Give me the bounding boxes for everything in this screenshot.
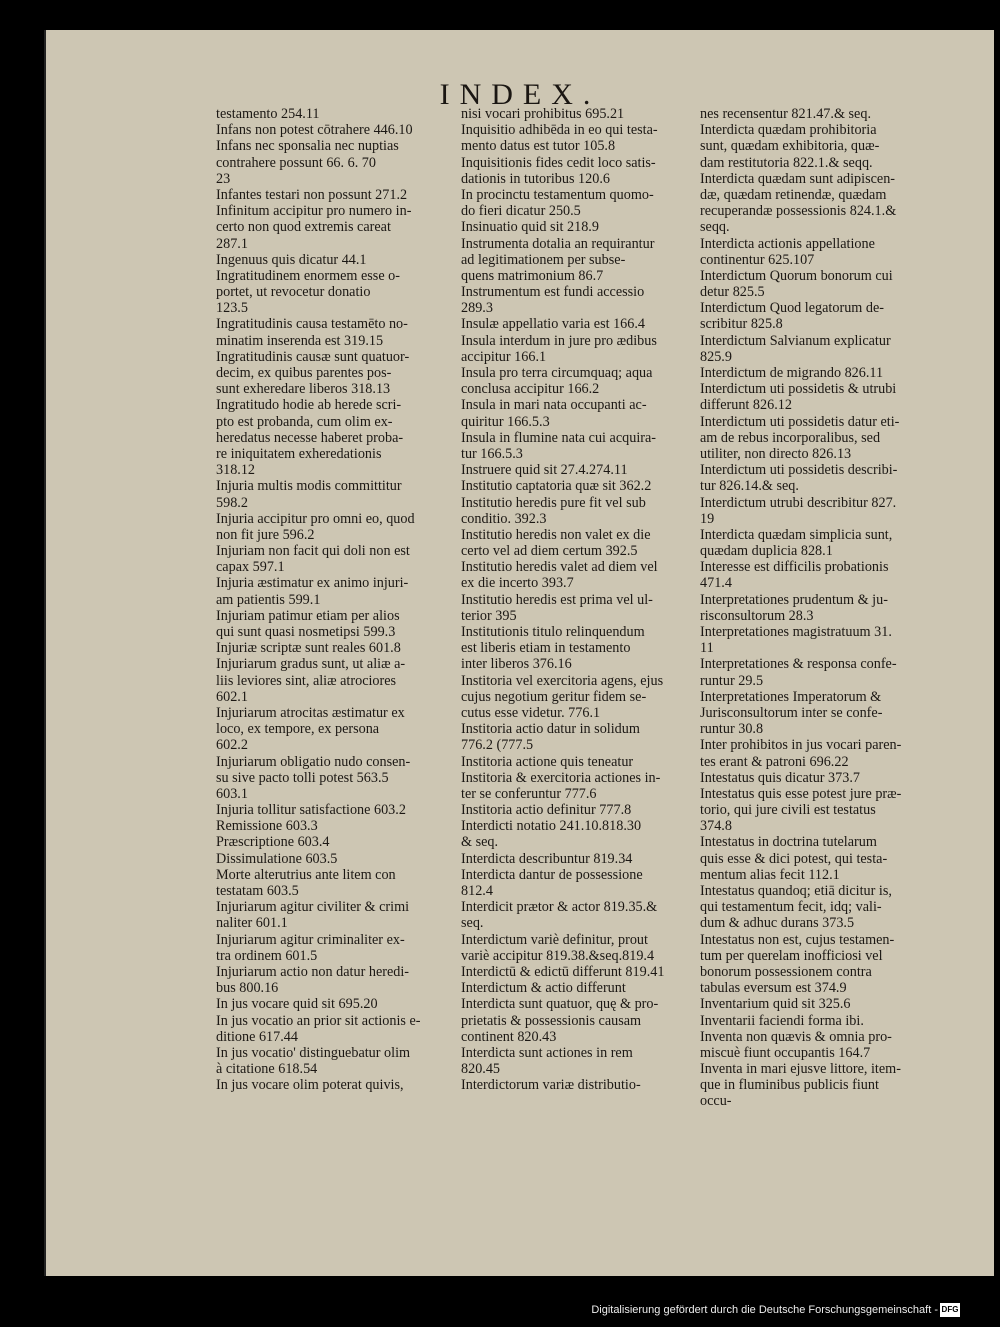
index-line: Inter prohibitos in jus vocari paren- bbox=[700, 737, 902, 754]
index-line: torio, qui jure civili est testatus bbox=[700, 802, 876, 819]
index-line: quædam duplicia 828.1 bbox=[700, 543, 833, 560]
index-line: Morte alterutrius ante litem con bbox=[216, 866, 396, 883]
index-column-3 bbox=[700, 106, 938, 1110]
index-line: qui sunt quasi nosmetipsi 599.3 bbox=[216, 624, 396, 640]
index-line: dam restitutoria 822.1.& seqq. bbox=[700, 154, 873, 171]
index-line: Instrumentum est fundi accessio bbox=[461, 284, 645, 301]
index-line: 11 bbox=[700, 640, 714, 657]
index-line: prietatis & possessionis causam bbox=[461, 1012, 642, 1029]
index-line: Injuria multis modis committitur bbox=[216, 478, 402, 495]
index-line: inter liberos 376.16 bbox=[461, 656, 572, 673]
index-line: am patientis 599.1 bbox=[216, 591, 321, 608]
index-line: runtur 30.8 bbox=[700, 721, 764, 738]
index-line: quis esse & dici potest, qui testa- bbox=[700, 850, 888, 867]
index-line: Interdicta dantur de possessione bbox=[461, 866, 643, 883]
index-line: Jurisconsultorum inter se confe- bbox=[700, 704, 883, 721]
index-line: Interdicta quædam simplicia sunt, bbox=[700, 526, 893, 543]
index-line: Injuriarum agitur civiliter & crimi bbox=[216, 899, 410, 916]
index-line: Dissimulatione 603.5 bbox=[216, 850, 338, 867]
index-line: testamento 254.11 bbox=[216, 106, 320, 122]
index-line: à citatione 618.54 bbox=[216, 1061, 318, 1078]
index-line: Interdictum Quod legatorum de- bbox=[700, 300, 884, 317]
index-line: Insinuatio quid sit 218.9 bbox=[461, 219, 599, 236]
index-line: Inquisitionis fides cedit loco satis- bbox=[461, 154, 656, 171]
index-line: tum per querelam inofficiosi vel bbox=[700, 947, 883, 964]
index-line: Intestatus quandoq; etiā dicitur is, bbox=[700, 883, 892, 899]
index-line: 374.8 bbox=[700, 818, 732, 835]
index-line: Interdictum de migrando 826.11 bbox=[700, 365, 884, 381]
index-line: In jus vocatio' distinguebatur olim bbox=[216, 1044, 411, 1061]
index-line: seq. bbox=[461, 915, 484, 932]
index-line: Interdictum uti possidetis describi- bbox=[700, 462, 898, 479]
index-line: Infinitum accipitur pro numero in- bbox=[216, 203, 412, 220]
index-line: Injuriam patimur etiam per alios bbox=[216, 607, 400, 624]
index-line: ad legitimationem per subse- bbox=[461, 251, 626, 268]
index-line: Infans nec sponsalia nec nuptias bbox=[216, 138, 399, 155]
index-line: Interdictum Quorum bonorum cui bbox=[700, 267, 893, 284]
index-line: Intestatus non est, cujus testamen- bbox=[700, 931, 895, 948]
index-line: 602.2 bbox=[216, 737, 248, 754]
index-line: Instruere quid sit 27.4.274.11 bbox=[461, 462, 628, 479]
index-line: Inventarii faciendi forma ibi. bbox=[700, 1012, 864, 1029]
index-line: capax 597.1 bbox=[216, 559, 285, 576]
scanned-page bbox=[44, 30, 994, 1276]
index-line: Infantes testari non possunt 271.2 bbox=[216, 186, 408, 203]
index-line: heredatus necesse haberet proba- bbox=[216, 429, 404, 446]
index-line: 812.4 bbox=[461, 883, 493, 899]
index-line: Interdicta sunt actiones in rem bbox=[461, 1044, 633, 1061]
index-line: In jus vocatio an prior sit actionis e- bbox=[216, 1012, 421, 1029]
index-line: seqq. bbox=[700, 219, 730, 236]
index-line: Intestatus quis dicatur 373.7 bbox=[700, 769, 860, 786]
index-line: Injuriam non facit qui doli non est bbox=[216, 543, 410, 560]
index-line: continent 820.43 bbox=[461, 1028, 557, 1045]
index-line: qui testamentum fecit, idq; vali- bbox=[700, 899, 882, 916]
index-line: Institoria vel exercitoria agens, ejus bbox=[461, 672, 664, 689]
index-line: Injuria æstimatur ex animo injuri- bbox=[216, 575, 409, 592]
index-line: portet, ut revocetur donatio bbox=[216, 284, 371, 301]
index-line: Interdicti notatio 241.10.818.30 bbox=[461, 818, 642, 835]
index-line: dum & adhuc durans 373.5 bbox=[700, 915, 855, 932]
index-line: Inventa non quævis & omnia pro- bbox=[700, 1028, 892, 1045]
index-line: tabulas eversum est 374.9 bbox=[700, 980, 847, 997]
index-line: accipitur 166.1 bbox=[461, 348, 547, 365]
index-line: Injuria tollitur satisfactione 603.2 bbox=[216, 802, 406, 819]
index-line: Ingratitudinem enormem esse o- bbox=[216, 267, 400, 284]
index-line: Injuriarum agitur criminaliter ex- bbox=[216, 931, 405, 948]
index-line: testatam 603.5 bbox=[216, 883, 299, 899]
index-line: 825.9 bbox=[700, 348, 732, 365]
dfg-logo: DFG bbox=[940, 1303, 960, 1317]
index-line: 602.1 bbox=[216, 688, 248, 705]
index-line: ditione 617.44 bbox=[216, 1028, 298, 1045]
index-line: decim, ex quibus parentes pos- bbox=[216, 365, 392, 381]
index-line: conditio. 392.3 bbox=[461, 510, 547, 527]
index-line: Institutio captatoria quæ sit 362.2 bbox=[461, 478, 652, 495]
index-line: dationis in tutoribus 120.6 bbox=[461, 170, 610, 187]
index-line: recuperandæ possessionis 824.1.& bbox=[700, 203, 897, 220]
index-line: terior 395 bbox=[461, 607, 517, 624]
index-line: Ingratitudinis causa testamēto no- bbox=[216, 316, 408, 333]
index-line: 603.1 bbox=[216, 785, 248, 802]
index-line: Institutio heredis valet ad diem vel bbox=[461, 559, 658, 576]
index-line: tur 826.14.& seq. bbox=[700, 478, 799, 495]
index-line: Inventa in mari ejusve littore, item- bbox=[700, 1061, 901, 1078]
index-line: Interdicit prætor & actor 819.35.& bbox=[461, 899, 658, 916]
index-line: certo non quod extremis careat bbox=[216, 219, 391, 236]
index-line: pto est probanda, cum olim ex- bbox=[216, 413, 393, 430]
index-line: 19 bbox=[700, 510, 715, 527]
index-line: quens matrimonium 86.7 bbox=[461, 267, 604, 284]
index-line: am de rebus incorporalibus, sed bbox=[700, 429, 881, 446]
index-line: 287.1 bbox=[216, 235, 248, 252]
index-column-1 bbox=[216, 106, 456, 1093]
digitization-credit: Digitalisierung gefördert durch die Deutsche Forschungsgemeinschaft - bbox=[591, 1304, 938, 1316]
index-line: 471.4 bbox=[700, 575, 732, 592]
index-line: bonorum possessionem contra bbox=[700, 963, 872, 980]
index-line: nes recensentur 821.47.& seq. bbox=[700, 106, 871, 122]
index-line: In jus vocare quid sit 695.20 bbox=[216, 996, 378, 1013]
index-line: nisi vocari prohibitus 695.21 bbox=[461, 106, 625, 122]
index-column-2 bbox=[461, 106, 696, 1093]
index-line: sunt exheredare liberos 318.13 bbox=[216, 381, 391, 398]
index-line: Injuriarum atrocitas æstimatur ex bbox=[216, 704, 405, 721]
index-line: minatim inserenda est 319.15 bbox=[216, 332, 384, 349]
index-line: naliter 601.1 bbox=[216, 915, 288, 932]
index-line: 776.2 (777.5 bbox=[461, 737, 534, 754]
index-line: Insula in mari nata occupanti ac- bbox=[461, 397, 647, 414]
index-line: Institutionis titulo relinquendum bbox=[461, 624, 645, 640]
index-line: 820.45 bbox=[461, 1061, 501, 1078]
index-line: variè accipitur 819.38.&seq.819.4 bbox=[461, 947, 655, 964]
index-line: Interdictum Salvianum explicatur bbox=[700, 332, 891, 349]
index-line: & seq. bbox=[461, 834, 499, 851]
index-line: differunt 826.12 bbox=[700, 397, 792, 414]
index-line: risconsultorum 28.3 bbox=[700, 607, 814, 624]
index-line: Interdictum uti possidetis datur eti- bbox=[700, 413, 900, 430]
index-line: Ingratitudo hodie ab herede scri- bbox=[216, 397, 402, 414]
index-line: dæ, quædam retinendæ, quædam bbox=[700, 186, 887, 203]
index-line: In jus vocare olim poterat quivis, bbox=[216, 1077, 404, 1094]
index-line: conclusa accipitur 166.2 bbox=[461, 381, 600, 398]
index-line: Remissione 603.3 bbox=[216, 818, 318, 835]
index-line: cutus esse videtur. 776.1 bbox=[461, 704, 601, 721]
index-line: Institutio heredis est prima vel ul- bbox=[461, 591, 653, 608]
index-line: liis leviores sint, aliæ atrociores bbox=[216, 672, 397, 689]
index-line: mentum alias fecit 112.1 bbox=[700, 866, 840, 883]
index-line: Institutio heredis non valet ex die bbox=[461, 526, 651, 543]
index-line: runtur 29.5 bbox=[700, 672, 764, 689]
index-line: scribitur 825.8 bbox=[700, 316, 783, 333]
index-line: Injuriarum gradus sunt, ut aliæ a- bbox=[216, 656, 406, 673]
index-line: Institoria actio datur in solidum bbox=[461, 721, 640, 738]
index-line: ex die incerto 393.7 bbox=[461, 575, 574, 592]
index-line: Interdicta quædam prohibitoria bbox=[700, 122, 877, 139]
index-line: Inquisitio adhibēda in eo qui testa- bbox=[461, 122, 658, 139]
index-line: Injuria accipitur pro omni eo, quod bbox=[216, 510, 415, 527]
index-line: 598.2 bbox=[216, 494, 248, 511]
index-line: Interdicta quædam sunt adipiscen- bbox=[700, 170, 896, 187]
index-line: do fieri dicatur 250.5 bbox=[461, 203, 581, 220]
index-line: Ingratitudinis causæ sunt quatuor- bbox=[216, 348, 410, 365]
index-line: Interdicta actionis appellatione bbox=[700, 235, 875, 252]
index-line: bus 800.16 bbox=[216, 980, 279, 997]
index-line: Interesse est difficilis probationis bbox=[700, 559, 889, 576]
index-line: Intestatus quis esse potest jure præ- bbox=[700, 785, 902, 802]
index-line: Interpretationes & responsa confe- bbox=[700, 656, 897, 673]
index-line: cujus negotium geritur fidem se- bbox=[461, 688, 647, 705]
index-line: Instrumenta dotalia an requirantur bbox=[461, 235, 655, 252]
index-line: que in fluminibus publicis fiunt bbox=[700, 1077, 879, 1094]
index-line: Injuriarum actio non datur heredi- bbox=[216, 963, 410, 980]
index-line: Insula in flumine nata cui acquira- bbox=[461, 429, 657, 446]
index-line: 123.5 bbox=[216, 300, 248, 317]
index-line: Interdictorum variæ distributio- bbox=[461, 1077, 641, 1094]
index-line: Inventarium quid sit 325.6 bbox=[700, 996, 851, 1013]
index-line: Præscriptione 603.4 bbox=[216, 834, 330, 851]
index-line: Interdictum utrubi describitur 827. bbox=[700, 494, 897, 511]
index-line: Interdictū & edictū differunt 819.41 bbox=[461, 963, 665, 980]
index-line: Injuriæ scriptæ sunt reales 601.8 bbox=[216, 640, 401, 657]
index-line: non fit jure 596.2 bbox=[216, 526, 315, 543]
index-line: Insulæ appellatio varia est 166.4 bbox=[461, 316, 646, 333]
index-line: certo vel ad diem certum 392.5 bbox=[461, 543, 638, 560]
index-line: Interdictum variè definitur, prout bbox=[461, 931, 648, 948]
index-line: su sive pacto tolli potest 563.5 bbox=[216, 769, 389, 786]
index-line: tes erant & patroni 696.22 bbox=[700, 753, 849, 770]
index-line: Infans non potest cōtrahere 446.10 bbox=[216, 122, 413, 139]
index-line: Interdicta sunt quatuor, quę & pro- bbox=[461, 996, 659, 1013]
index-line: contrahere possunt 66. 6. 70 bbox=[216, 154, 376, 171]
index-line: miscuè fiunt occupantis 164.7 bbox=[700, 1044, 871, 1061]
index-line: Insula pro terra circumquaq; aqua bbox=[461, 365, 653, 381]
index-line: continentur 625.107 bbox=[700, 251, 815, 268]
page-heading: INDEX. bbox=[439, 78, 601, 111]
index-line: 318.12 bbox=[216, 462, 256, 479]
index-line: Institoria & exercitoria actiones in- bbox=[461, 769, 661, 786]
index-line: In procinctu testamentum quomo- bbox=[461, 186, 654, 203]
index-line: utiliter, non directo 826.13 bbox=[700, 445, 852, 462]
index-line: Interpretationes Imperatorum & bbox=[700, 688, 882, 705]
index-line: Insula interdum in jure pro ædibus bbox=[461, 332, 657, 349]
index-line: tra ordinem 601.5 bbox=[216, 947, 318, 964]
index-line: mento datus est tutor 105.8 bbox=[461, 138, 616, 155]
index-line: tur 166.5.3 bbox=[461, 445, 523, 462]
index-line: Interdicta describuntur 819.34 bbox=[461, 850, 633, 867]
index-line: Interdictum & actio differunt bbox=[461, 980, 626, 997]
index-line: Institutio heredis pure fit vel sub bbox=[461, 494, 646, 511]
index-line: Interpretationes magistratuum 31. bbox=[700, 624, 892, 640]
index-line: loco, ex tempore, ex persona bbox=[216, 721, 380, 738]
index-line: Interpretationes prudentum & ju- bbox=[700, 591, 888, 608]
index-line: ter se conferuntur 777.6 bbox=[461, 785, 597, 802]
index-line: sunt, quædam exhibitoria, quæ- bbox=[700, 138, 880, 155]
index-line: Intestatus in doctrina tutelarum bbox=[700, 834, 877, 851]
index-line: Interdictum uti possidetis & utrubi bbox=[700, 381, 897, 398]
index-line: 23 bbox=[216, 170, 231, 187]
index-line: Institoria actio definitur 777.8 bbox=[461, 802, 632, 819]
index-line: Injuriarum obligatio nudo consen- bbox=[216, 753, 411, 770]
index-line: 289.3 bbox=[461, 300, 493, 317]
index-line: Institoria actione quis teneatur bbox=[461, 753, 634, 770]
index-line: est liberis etiam in testamento bbox=[461, 640, 631, 657]
index-line: quiritur 166.5.3 bbox=[461, 413, 550, 430]
index-line: detur 825.5 bbox=[700, 284, 765, 301]
index-line: Ingenuus quis dicatur 44.1 bbox=[216, 251, 367, 268]
index-line: re iniquitatem exheredationis bbox=[216, 445, 382, 462]
index-line: occu- bbox=[700, 1093, 732, 1110]
